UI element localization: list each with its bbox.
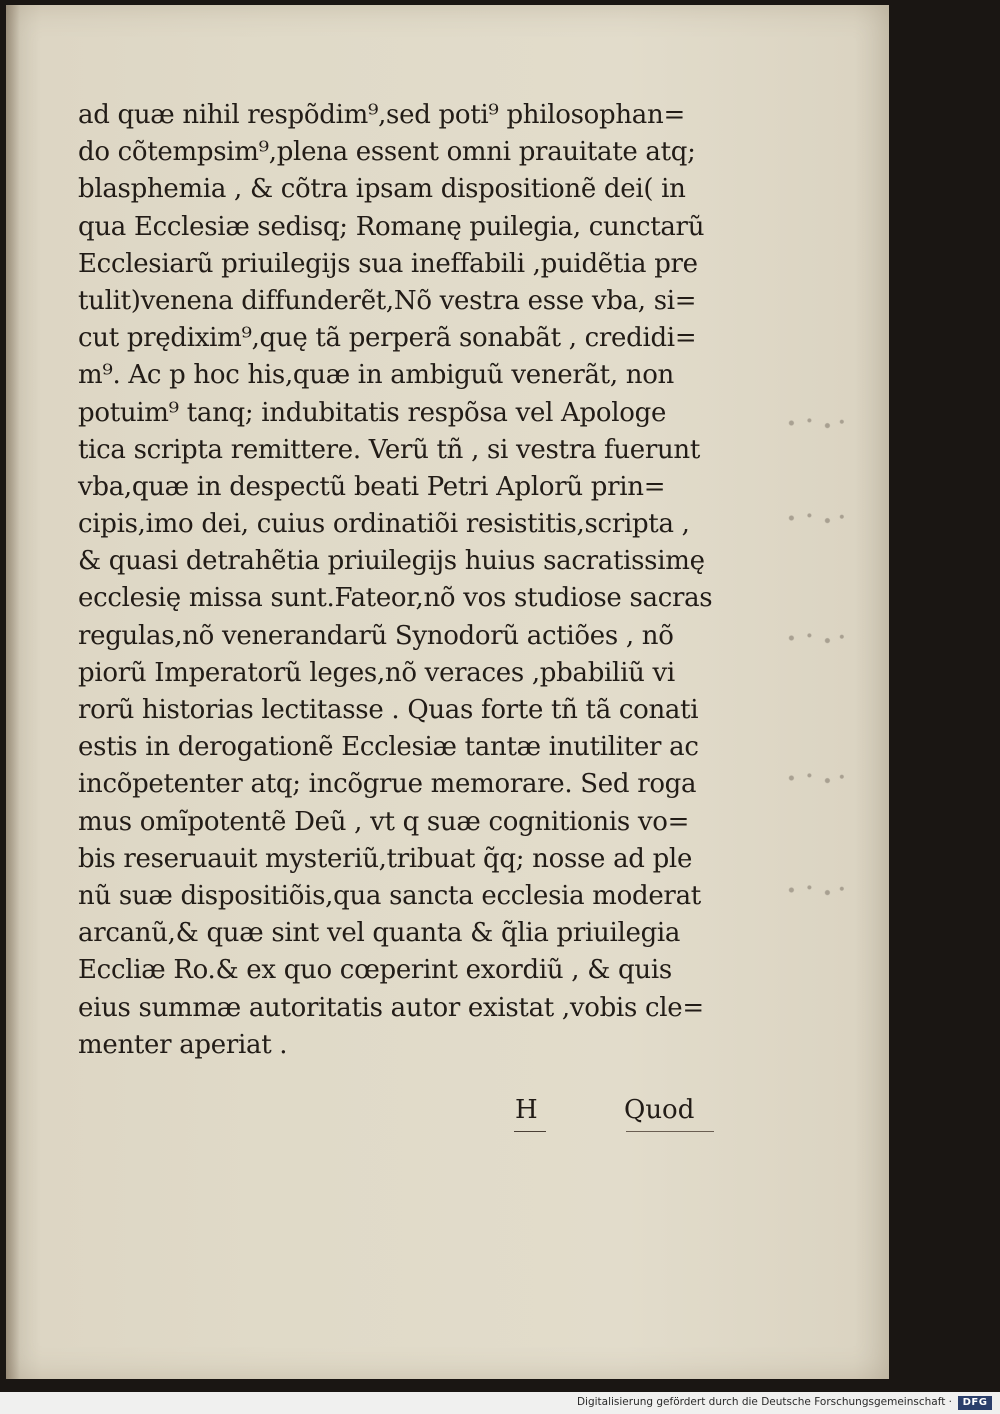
text-line: m⁹. Ac p hoc his,quæ in ambiguũ venerãt, non	[78, 360, 674, 391]
bleed-through-mark	[777, 877, 849, 903]
text-line: piorũ Imperatorũ leges,nõ veraces ,pbabiliũ vi	[78, 657, 675, 688]
text-line: ad quæ nihil respõdim⁹,sed poti⁹ philosophan=	[78, 100, 685, 130]
signature-mark: H	[515, 1095, 538, 1125]
text-line: eius summæ autoritatis autor existat ,vobis cle=	[78, 992, 704, 1023]
text-line: bis reseruauit mysteriũ,tribuat q̃q; nosse ad ple	[78, 843, 693, 874]
text-line: rorũ historias lectitasse . Quas forte tñ tã conati	[78, 695, 699, 725]
text-line: tica scripta remittere. Verũ tñ , si vestra fuerunt	[78, 434, 701, 465]
text-line: incõpetenter atq; incõgrue memorare. Sed roga	[78, 769, 697, 800]
catchword: Quod	[624, 1095, 695, 1125]
body-text	[78, 97, 728, 1064]
text-line: regulas,nõ venerandarũ Synodorũ actiões , nõ	[78, 620, 674, 651]
page-gutter-shadow	[6, 5, 20, 1379]
dfg-logo: DFG	[958, 1396, 992, 1410]
bleed-through-mark	[777, 505, 849, 531]
text-line: cut prędixim⁹,quę tã perperã sonabãt , credidi=	[78, 323, 697, 354]
page-foot	[78, 1095, 728, 1135]
text-line: qua Ecclesiæ sedisq; Romanę puilegia, cunctarũ	[78, 211, 705, 242]
text-line: potuim⁹ tanq; indubitatis respõsa vel Apologe	[78, 397, 667, 428]
text-line: estis in derogationẽ Ecclesiæ tantæ inutiliter ac	[78, 732, 699, 763]
book-page	[6, 5, 889, 1379]
text-line: arcanũ,& quæ sint vel quanta & q̃lia priuilegia	[78, 918, 681, 949]
funding-credit: Digitalisierung gefördert durch die Deutsche Forschungsgemeinschaft ·	[576, 1396, 952, 1408]
text-line: do cõtempsim⁹,plena essent omni prauitate atq;	[78, 137, 696, 168]
bleed-through-mark	[777, 410, 849, 436]
footer-bar	[0, 1392, 1000, 1414]
bleed-through-mark	[777, 625, 849, 651]
text-line: tulit)venena diffunderẽt,Nõ vestra esse vba, si=	[78, 285, 697, 316]
text-line: Ecclesiarũ priuilegijs sua ineffabili ,puidẽtia pre	[78, 248, 698, 279]
text-line: nũ suæ dispositiõis,qua sancta ecclesia moderat	[78, 880, 701, 911]
text-line: & quasi detrahẽtia priuilegijs huius sacratissimę	[78, 546, 705, 577]
signature-rule	[514, 1131, 546, 1132]
text-line: blasphemia , & cõtra ipsam dispositionẽ dei( in	[78, 174, 686, 205]
text-line: mus omĩpotentẽ Deũ , vt q suæ cognitionis vo=	[78, 806, 690, 837]
bleed-through-mark	[777, 765, 849, 791]
text-line: Eccliæ Ro.& ex quo cœperint exordiũ , & quis	[78, 955, 672, 986]
text-line: ecclesię missa sunt.Fateor,nõ vos studiose sacras	[78, 583, 713, 614]
text-line: cipis,imo dei, cuius ordinatiõi resistitis,scripta ,	[78, 509, 690, 540]
text-line: vba,quæ in despectũ beati Petri Aplorũ prin=	[78, 471, 666, 502]
catchword-rule	[626, 1131, 714, 1132]
text-line: menter aperiat .	[78, 1029, 288, 1060]
